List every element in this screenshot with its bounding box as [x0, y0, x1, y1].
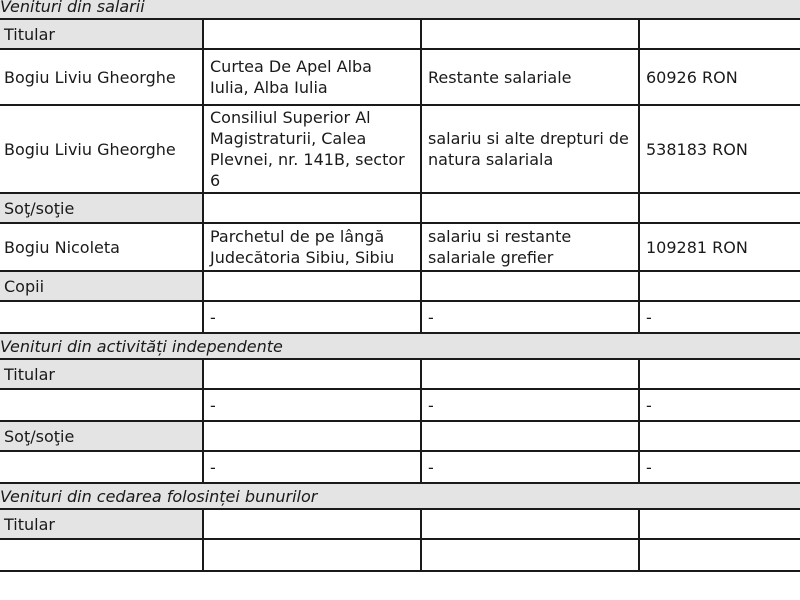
section-header-cedarea	[0, 483, 800, 509]
section-title: Venituri din salarii	[0, 0, 800, 19]
subheader-label: Titular	[0, 19, 203, 49]
section-header-independente	[0, 333, 800, 359]
cell-empty: -	[421, 451, 639, 483]
cell-type: salariu si alte drepturi de natura salariala	[421, 105, 639, 193]
cell-type: salariu si restante salariale grefier	[421, 223, 639, 271]
subheader-sot	[0, 421, 800, 451]
cell-empty: -	[421, 301, 639, 333]
cell-empty: -	[639, 451, 800, 483]
table-row	[0, 223, 800, 271]
cell-type: Restante salariale	[421, 49, 639, 105]
cell-empty: -	[203, 389, 421, 421]
cell-name: Bogiu Liviu Gheorghe	[0, 105, 203, 193]
subheader-titular	[0, 19, 800, 49]
table-row	[0, 539, 800, 571]
cell-amount: 109281 RON	[639, 223, 800, 271]
subheader-titular	[0, 509, 800, 539]
cell-empty: -	[203, 301, 421, 333]
cell-empty: -	[639, 389, 800, 421]
table-row	[0, 451, 800, 483]
subheader-label: Copii	[0, 271, 203, 301]
cell-amount: 60926 RON	[639, 49, 800, 105]
section-header-salarii	[0, 0, 800, 19]
subheader-copii	[0, 271, 800, 301]
subheader-sot	[0, 193, 800, 223]
cell-name: Bogiu Nicoleta	[0, 223, 203, 271]
table-row	[0, 301, 800, 333]
cell-source: Parchetul de pe lângă Judecătoria Sibiu, Sibiu	[203, 223, 421, 271]
subheader-titular	[0, 359, 800, 389]
subheader-label: Soţ/soţie	[0, 421, 203, 451]
cell-amount: 538183 RON	[639, 105, 800, 193]
subheader-label: Titular	[0, 359, 203, 389]
cell-empty: -	[639, 301, 800, 333]
cell-source: Curtea De Apel Alba Iulia, Alba Iulia	[203, 49, 421, 105]
subheader-label: Soţ/soţie	[0, 193, 203, 223]
cell-empty: -	[203, 451, 421, 483]
section-title: Venituri din activități independente	[0, 333, 800, 359]
table-row	[0, 105, 800, 193]
cell-source: Consiliul Superior Al Magistraturii, Calea Plevnei, nr. 141B, sector 6	[203, 105, 421, 193]
section-title: Venituri din cedarea folosinței bunurilor	[0, 483, 800, 509]
cell-name: Bogiu Liviu Gheorghe	[0, 49, 203, 105]
subheader-label: Titular	[0, 509, 203, 539]
table-row	[0, 389, 800, 421]
cell-empty: -	[421, 389, 639, 421]
table-row	[0, 49, 800, 105]
